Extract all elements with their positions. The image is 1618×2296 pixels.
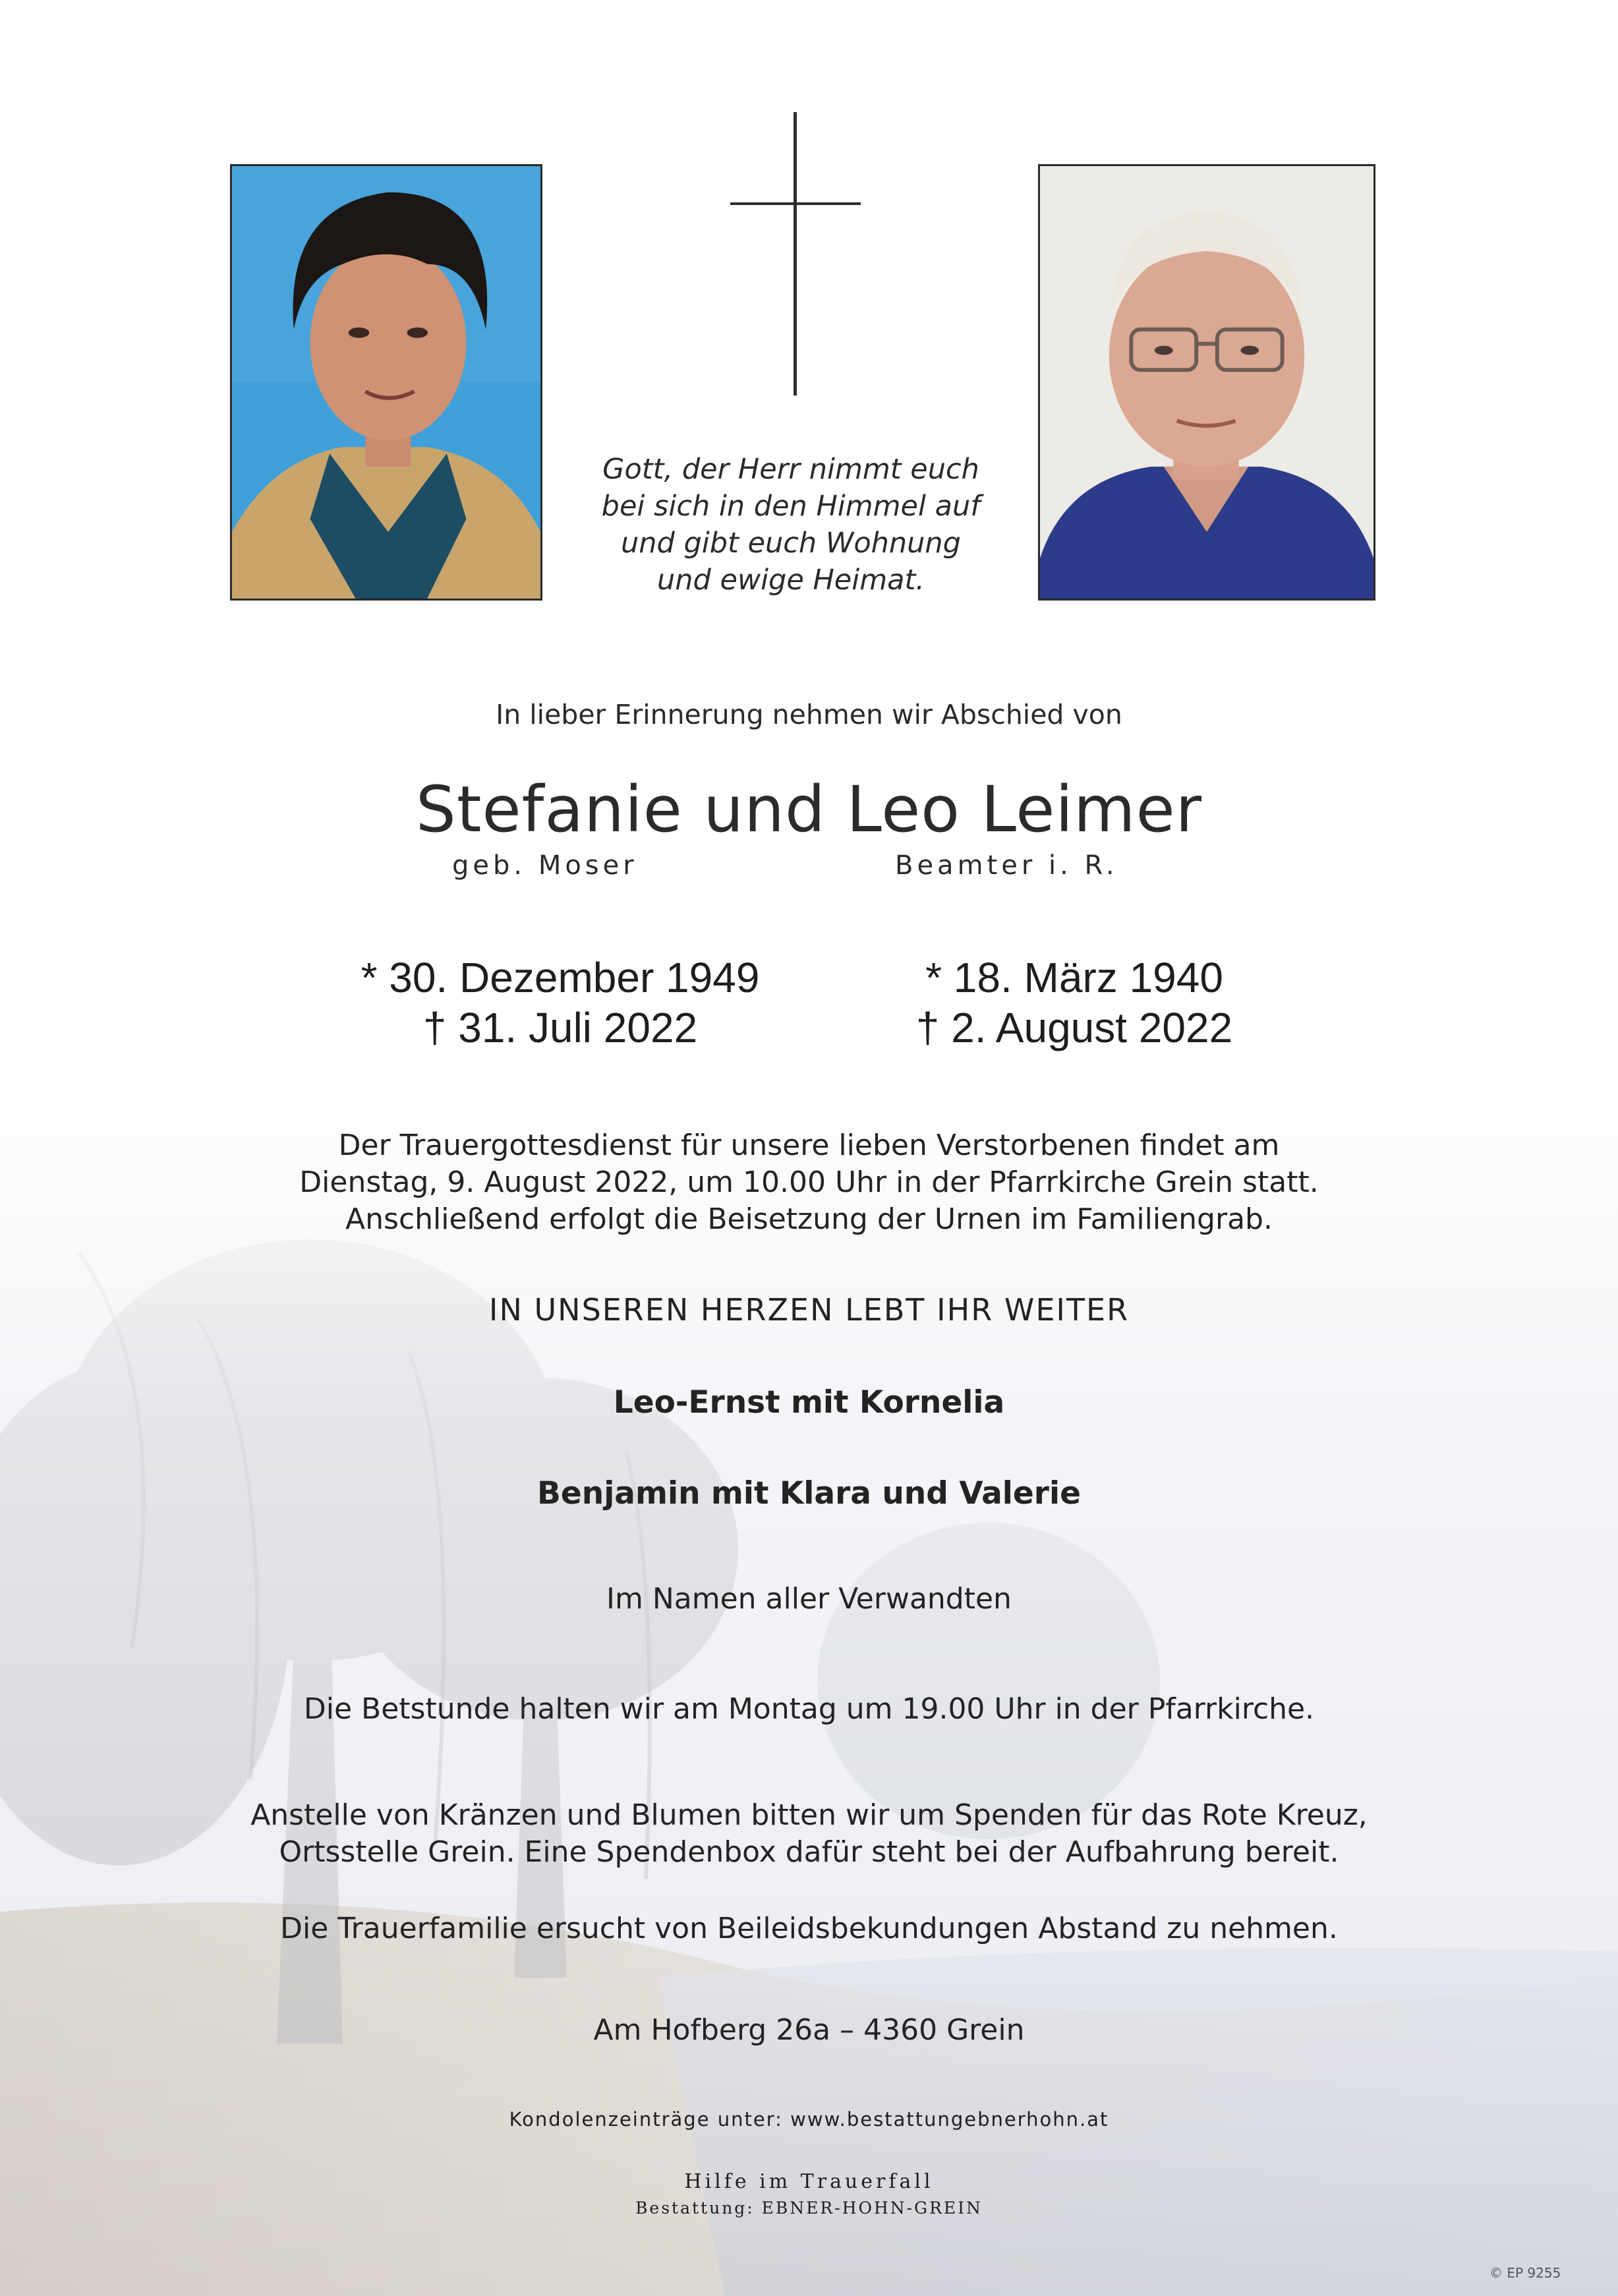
right-dates [830,953,1318,1053]
family-member-2: Benjamin mit Klara und Valerie [537,1475,1081,1512]
right-subtitle: Beamter i. R. [895,850,1118,881]
portrait-photo-stefanie [230,164,542,601]
service-line: Der Trauergottesdienst für unsere lieben Verstorbenen findet am [338,1129,1280,1162]
deceased-names: Stefanie und Leo Leimer [415,773,1203,846]
relatives-line: Im Namen aller Verwandten [606,1582,1012,1616]
service-line: Dienstag, 9. August 2022, um 10.00 Uhr in der Pfarrkirche Grein statt. [299,1165,1319,1199]
verse-line: und ewige Heimat. [657,564,925,597]
right-birth-date: * 18. März 1940 [925,954,1223,1001]
product-code: © EP 9255 [1489,2265,1561,2281]
verse-line: Gott, der Herr nimmt euch [602,453,979,486]
memorial-motto: IN UNSEREN HERZEN LEBT IHR WEITER [488,1292,1130,1328]
donation-line: Anstelle von Kränzen und Blumen bitten wir um Spenden für das Rote Kreuz, [250,1798,1368,1832]
left-death-date: † 31. Juli 2022 [422,1004,698,1051]
verse-line: bei sich in den Himmel auf [601,490,981,523]
right-death-date: † 2. August 2022 [915,1004,1233,1051]
service-line: Anschließend erfolgt die Beisetzung der Urnen im Familiengrab. [345,1202,1273,1236]
condolence-request: Die Trauerfamilie ersucht von Beileidsbekundungen Abstand zu nehmen. [280,1912,1338,1945]
intro-text: In lieber Erinnerung nehmen wir Abschied von [496,699,1122,730]
donation-line: Ortsstelle Grein. Eine Spendenbox dafür steht bei der Aufbahrung bereit. [279,1835,1339,1869]
verse-line: und gibt euch Wohnung [621,527,961,560]
family-address: Am Hofberg 26a – 4360 Grein [593,2013,1025,2047]
cross-icon [794,112,797,396]
cross-icon-bar [730,202,861,205]
bible-verse [580,451,1002,599]
donation-info [0,1797,1618,1871]
left-subtitle: geb. Moser [452,850,638,881]
left-dates [316,953,804,1053]
funeral-home-name: Bestattung: EBNER-HOHN-GREIN [635,2198,983,2218]
family-member-1: Leo-Ernst mit Kornelia [613,1384,1005,1421]
left-birth-date: * 30. Dezember 1949 [361,954,760,1001]
portrait-photo-leo [1038,164,1375,601]
funeral-service-info [0,1127,1618,1238]
online-condolence-link: Kondolenzeinträge unter: www.bestattungebnerhohn.at [509,2108,1109,2131]
footer-tagline: Hilfe im Trauerfall [684,2170,934,2193]
prayer-hour-info: Die Betstunde halten wir am Montag um 19.00 Uhr in der Pfarrkirche. [303,1692,1315,1726]
